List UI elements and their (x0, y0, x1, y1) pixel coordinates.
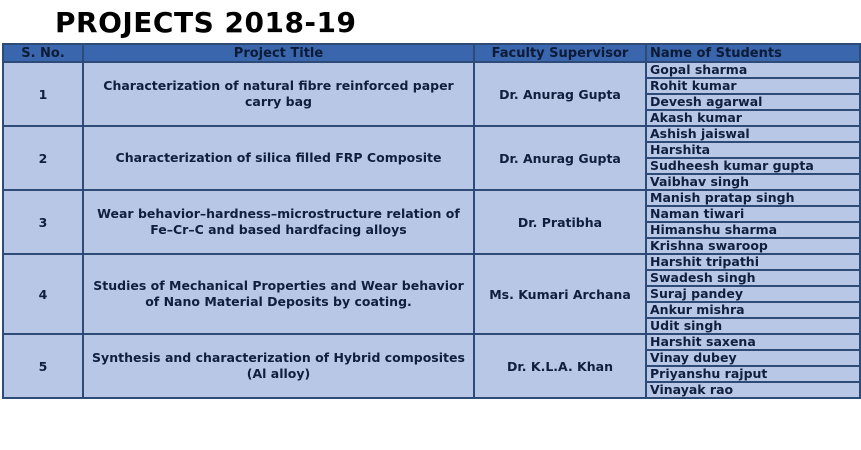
project-title-cell: Wear behavior–hardness–microstructure relation of Fe–Cr–C and based hardfacing alloys (83, 190, 474, 254)
project-title-cell: Characterization of natural fibre reinforced paper carry bag (83, 62, 474, 126)
project-title-cell: Synthesis and characterization of Hybrid composites (Al alloy) (83, 334, 474, 398)
student-name-cell: Vinayak rao (646, 382, 860, 398)
student-name-cell: Krishna swaroop (646, 238, 860, 254)
student-name-cell: Manish pratap singh (646, 190, 860, 206)
student-name-cell: Harshita (646, 142, 860, 158)
student-name-cell: Vinay dubey (646, 350, 860, 366)
student-name-cell: Gopal sharma (646, 62, 860, 78)
serial-number-cell: 2 (3, 126, 83, 190)
serial-number-cell: 5 (3, 334, 83, 398)
table-row (3, 254, 860, 270)
table-row (3, 334, 860, 350)
project-title-cell: Studies of Mechanical Properties and Wear behavior of Nano Material Deposits by coating. (83, 254, 474, 334)
serial-number-cell: 4 (3, 254, 83, 334)
student-name-cell: Suraj pandey (646, 286, 860, 302)
serial-number-cell: 1 (3, 62, 83, 126)
table-row (3, 126, 860, 142)
student-name-cell: Udit singh (646, 318, 860, 334)
student-name-cell: Ankur mishra (646, 302, 860, 318)
student-name-cell: Harshit saxena (646, 334, 860, 350)
student-name-cell: Sudheesh kumar gupta (646, 158, 860, 174)
header-faculty-supervisor: Faculty Supervisor (474, 44, 646, 62)
supervisor-cell: Ms. Kumari Archana (474, 254, 646, 334)
student-name-cell: Priyanshu rajput (646, 366, 860, 382)
projects-table (2, 43, 861, 399)
student-name-cell: Swadesh singh (646, 270, 860, 286)
supervisor-cell: Dr. K.L.A. Khan (474, 334, 646, 398)
supervisor-cell: Dr. Anurag Gupta (474, 126, 646, 190)
table-row (3, 190, 860, 206)
page-title: PROJECTS 2018-19 (55, 6, 357, 39)
supervisor-cell: Dr. Anurag Gupta (474, 62, 646, 126)
serial-number-cell: 3 (3, 190, 83, 254)
student-name-cell: Himanshu sharma (646, 222, 860, 238)
student-name-cell: Vaibhav singh (646, 174, 860, 190)
supervisor-cell: Dr. Pratibha (474, 190, 646, 254)
table-row (3, 62, 860, 78)
project-title-cell: Characterization of silica filled FRP Composite (83, 126, 474, 190)
student-name-cell: Naman tiwari (646, 206, 860, 222)
student-name-cell: Devesh agarwal (646, 94, 860, 110)
header-project-title: Project Title (83, 44, 474, 62)
student-name-cell: Ashish jaiswal (646, 126, 860, 142)
header-serial-number: S. No. (3, 44, 83, 62)
student-name-cell: Rohit kumar (646, 78, 860, 94)
header-row (3, 44, 860, 62)
student-name-cell: Harshit tripathi (646, 254, 860, 270)
header-name-of-students: Name of Students (646, 44, 860, 62)
student-name-cell: Akash kumar (646, 110, 860, 126)
